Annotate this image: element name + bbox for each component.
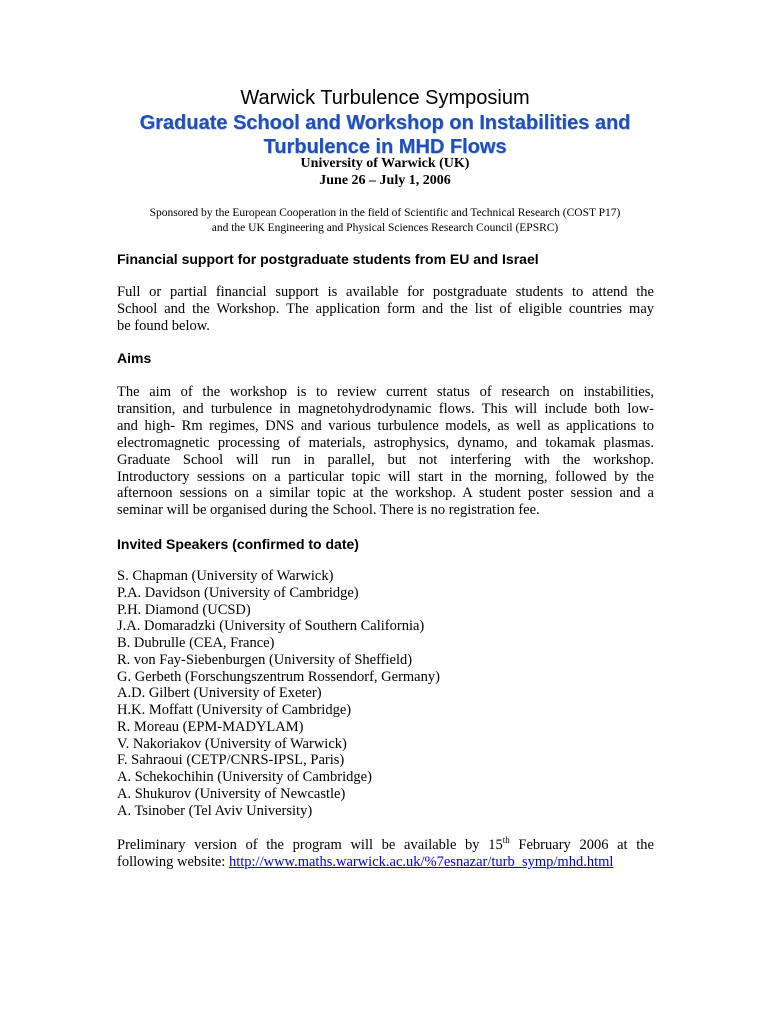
- speaker-item: A. Tsinober (Tel Aviv University): [117, 802, 313, 819]
- subtitle-line-1: Graduate School and Workshop on Instabilities and: [139, 112, 631, 134]
- sponsor-line-1: Sponsored by the European Cooperation in the field of Scientific and Technical Research (COST P17): [149, 207, 621, 219]
- program-text: Preliminary version of the program will be available by 15: [117, 837, 503, 853]
- ordinal-suffix: th: [502, 835, 510, 846]
- program-paragraph: [117, 837, 654, 871]
- aims-line: Graduate School will run in parallel, but not interfering with the workshop.: [117, 451, 654, 468]
- document-subtitle: [90, 111, 680, 159]
- financial-heading: Financial support for postgraduate students from EU and Israel: [117, 251, 539, 267]
- program-line-2: [117, 854, 654, 871]
- financial-line: Full or partial financial support is available for postgraduate students to attend the: [117, 284, 654, 300]
- speakers-list: [117, 568, 440, 819]
- speaker-item: P.A. Davidson (University of Cambridge): [117, 584, 359, 601]
- aims-paragraph: [117, 384, 654, 519]
- aims-line: afternoon sessions on a similar topic at the workshop. A student poster session and a: [117, 485, 654, 502]
- event-dates: June 26 – July 1, 2006: [319, 173, 451, 188]
- program-line-1: [117, 837, 654, 854]
- speaker-item: V. Nakoriakov (University of Warwick): [117, 735, 347, 752]
- financial-line: be found below.: [117, 317, 210, 334]
- speaker-item: P.H. Diamond (UCSD): [117, 601, 251, 618]
- financial-paragraph: [117, 284, 654, 335]
- speaker-item: J.A. Domaradzki (University of Southern California): [117, 618, 425, 635]
- speaker-item: S. Chapman (University of Warwick): [117, 568, 334, 584]
- program-website-link[interactable]: http://www.maths.warwick.ac.uk/%7esnazar/turb_symp/mhd.html: [228, 853, 614, 870]
- speaker-item: R. Moreau (EPM-MADYLAM): [117, 718, 304, 735]
- aims-line: transition, and turbulence in magnetohydrodynamic flows. This will include both low-: [117, 400, 654, 417]
- aims-line: electromagnetic processing of materials, astrophysics, dynamo, and tokamak plasmas.: [117, 434, 654, 451]
- program-text: following website:: [117, 853, 229, 870]
- aims-line: and high- Rm regimes, DNS and various turbulence models, as well as applications to: [117, 417, 654, 434]
- speaker-item: A. Shukurov (University of Newcastle): [117, 785, 346, 802]
- speaker-item: A.D. Gilbert (University of Exeter): [117, 685, 322, 702]
- speaker-item: G. Gerbeth (Forschungszentrum Rossendorf, Germany): [117, 668, 440, 685]
- aims-line: seminar will be organised during the School. There is no registration fee.: [117, 502, 540, 519]
- sponsor-note: [100, 206, 670, 235]
- aims-heading: Aims: [117, 350, 152, 366]
- aims-line: The aim of the workshop is to review current status of research on instabilities,: [117, 384, 654, 400]
- aims-line: Introductory sessions on a particular topic will start in the morning, followed by the: [117, 468, 654, 485]
- speakers-heading: Invited Speakers (confirmed to date): [117, 536, 359, 552]
- sponsor-line-2: and the UK Engineering and Physical Sciences Research Council (EPSRC): [211, 221, 559, 234]
- venue: University of Warwick (UK): [300, 156, 470, 171]
- speaker-item: B. Dubrulle (CEA, France): [117, 635, 275, 651]
- speaker-item: A. Schekochihin (University of Cambridge): [117, 769, 372, 785]
- program-text: February 2006 at the: [509, 837, 654, 853]
- speaker-item: R. von Fay-Siebenburgen (University of Sheffield): [117, 651, 413, 668]
- speaker-item: H.K. Moffatt (University of Cambridge): [117, 702, 352, 718]
- document-title: Warwick Turbulence Symposium: [240, 87, 530, 109]
- financial-line: School and the Workshop. The application form and the list of eligible countries may: [117, 300, 654, 317]
- subtitle-line-2: Turbulence in MHD Flows: [263, 136, 507, 158]
- speaker-item: F. Sahraoui (CETP/CNRS-IPSL, Paris): [117, 752, 345, 769]
